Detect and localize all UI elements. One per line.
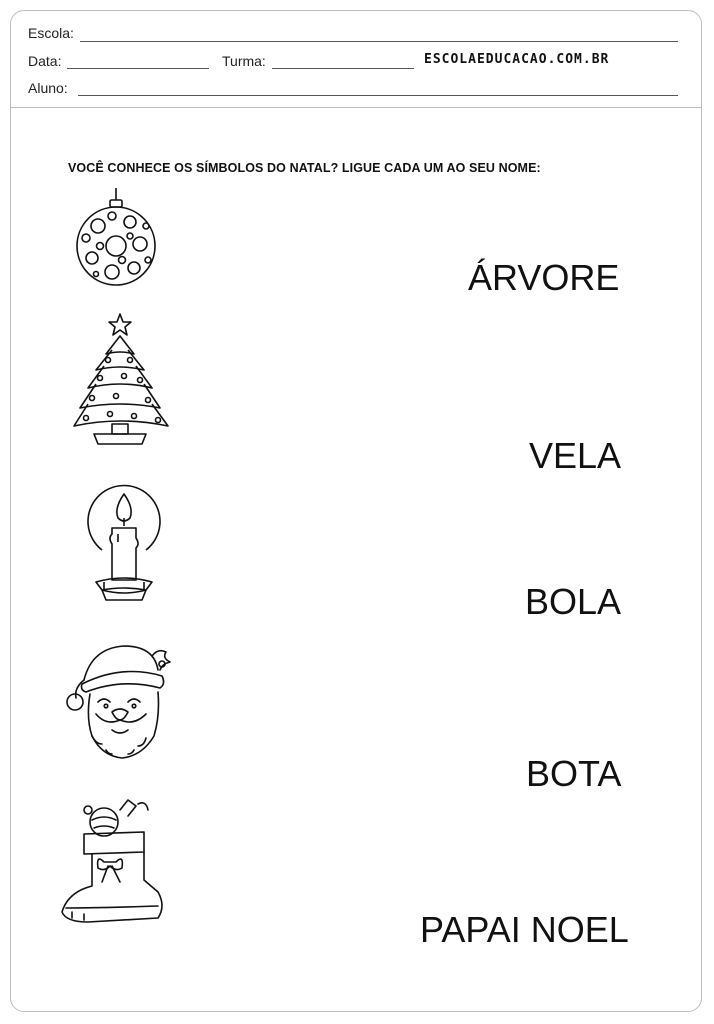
word-bola[interactable]: BOLA xyxy=(525,581,622,622)
date-label: Data: xyxy=(28,53,62,69)
class-label: Turma: xyxy=(222,53,266,69)
word-vela[interactable]: VELA xyxy=(529,435,622,476)
website-brand: ESCOLAEDUCACAO.COM.BR xyxy=(424,52,610,67)
instruction-text: VOCÊ CONHECE OS SÍMBOLOS DO NATAL? LIGUE CADA UM AO SEU NOME: xyxy=(68,161,541,175)
word-arvore[interactable]: ÁRVORE xyxy=(468,257,620,298)
header-divider xyxy=(10,107,702,108)
christmas-tree-icon[interactable] xyxy=(72,310,176,450)
student-label: Aluno: xyxy=(28,80,68,96)
santa-claus-icon[interactable] xyxy=(62,640,182,764)
christmas-stocking-icon[interactable] xyxy=(58,796,170,930)
date-field[interactable] xyxy=(67,68,209,69)
christmas-ball-icon[interactable] xyxy=(72,186,160,286)
word-papai-noel[interactable]: PAPAI NOEL xyxy=(420,909,629,950)
school-label: Escola: xyxy=(28,25,74,41)
school-field[interactable] xyxy=(80,41,678,42)
class-field[interactable] xyxy=(272,68,414,69)
word-bota[interactable]: BOTA xyxy=(526,753,622,794)
student-field[interactable] xyxy=(78,95,678,96)
candle-icon[interactable] xyxy=(82,478,166,608)
